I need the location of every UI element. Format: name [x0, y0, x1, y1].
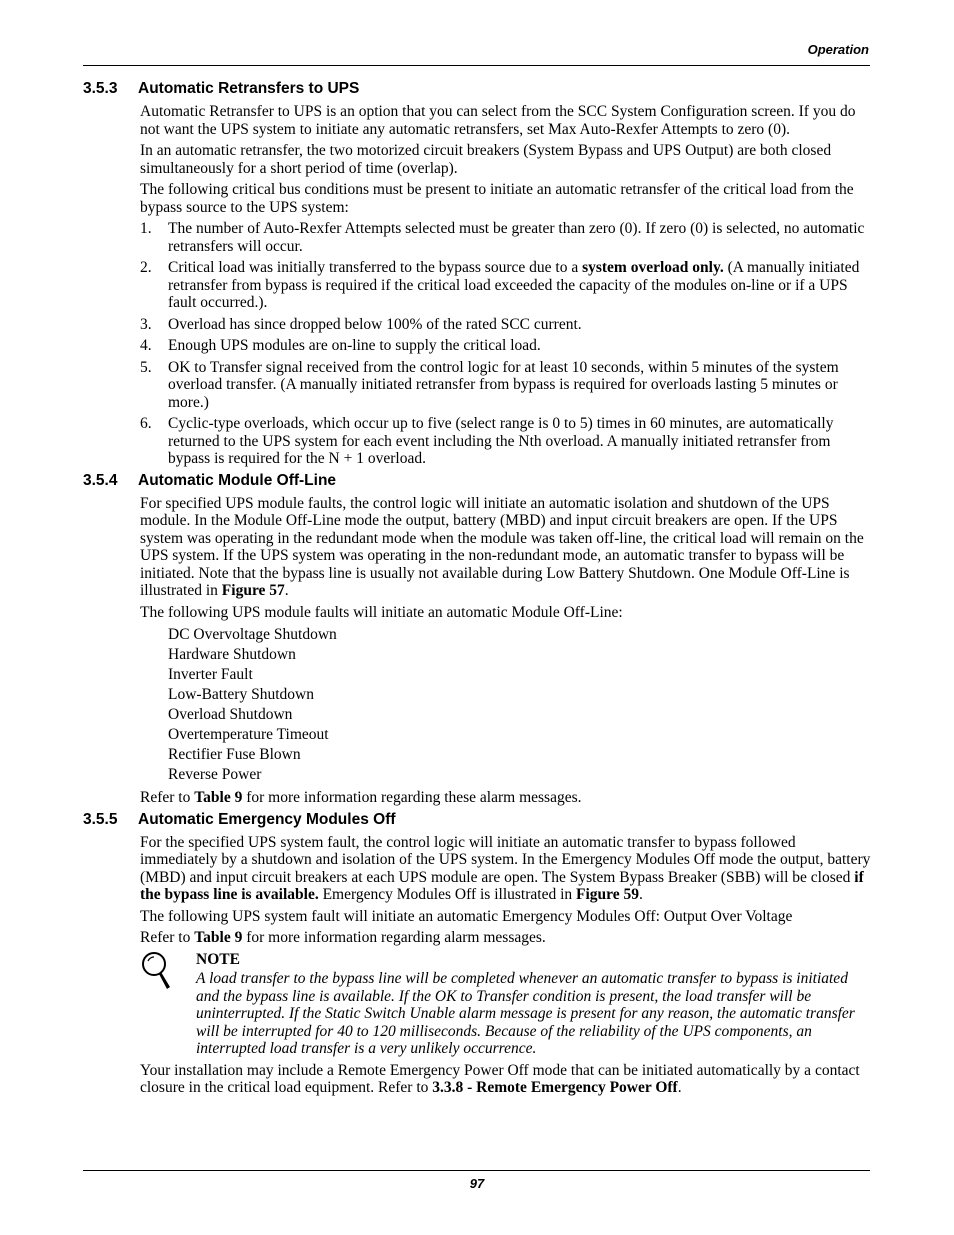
- list-item: [140, 220, 872, 255]
- paragraph-text: for more information regarding alarm messages.: [242, 929, 546, 946]
- paragraph: [140, 929, 872, 947]
- fault-item: Inverter Fault: [168, 666, 253, 683]
- paragraph: The following UPS system fault will initiate an automatic Emergency Modules Off: Output Over Voltage: [140, 907, 793, 925]
- paragraph: [140, 834, 872, 904]
- section-title: Automatic Retransfers to UPS: [138, 80, 360, 97]
- section-reference: 3.3.8 - Remote Emergency Power Off: [432, 1079, 678, 1096]
- list-number: 6.: [140, 415, 152, 432]
- table-reference: Table 9: [194, 789, 243, 806]
- paragraph: Automatic Retransfer to UPS is an option that you can select from the SCC System Configuration screen. If you do not want the UPS system to initiate any automatic retransfers, set Max Auto-Rexfer Attempts to zero (0).: [140, 103, 856, 138]
- note-block: [0, 951, 954, 1058]
- paragraph: The following UPS module faults will initiate an automatic Module Off-Line:: [140, 603, 623, 621]
- section-heading-3-5-4: [0, 472, 954, 490]
- paragraph-text: Your installation may include a Remote Emergency Power Off mode that can be initiated automatically by a contact closure in the critical load equipment. Refer to: [140, 1061, 860, 1096]
- fault-item: Hardware Shutdown: [168, 646, 296, 663]
- module-fault-list: [0, 625, 954, 785]
- fault-item: Reverse Power: [168, 766, 262, 783]
- list-text: (A manually initiated retransfer from bypass is required if the critical load exceeded the capacity of the modules on-line or if a UPS fault occurred.).: [168, 259, 860, 311]
- table-reference: Table 9: [194, 929, 243, 946]
- paragraph-text: Refer to: [140, 929, 195, 946]
- list-number: 1.: [140, 220, 152, 237]
- paragraph: [140, 789, 872, 807]
- section-number: 3.5.4: [83, 471, 118, 489]
- fault-item: DC Overvoltage Shutdown: [168, 626, 337, 643]
- paragraph-text: .: [677, 1079, 682, 1096]
- list-text: OK to Transfer signal received from the control logic for at least 10 seconds, within 5 minutes of the system overload transfer. (A manually initiated retransfer from bypass is required for overloads lasting 5 minutes or more.): [168, 358, 839, 411]
- fault-item: Rectifier Fuse Blown: [168, 746, 301, 763]
- section-heading-3-5-5: [0, 811, 954, 829]
- list-item: [140, 358, 872, 412]
- list-item: [140, 415, 872, 468]
- list-number: 5.: [140, 358, 152, 376]
- fault-item: Overload Shutdown: [168, 706, 293, 723]
- list-text: Critical load was initially transferred to the bypass source due to a: [168, 259, 583, 276]
- list-item: [140, 259, 872, 312]
- paragraph-text: .: [639, 886, 643, 903]
- bold-emphasis: system overload only.: [582, 259, 724, 276]
- list-number: 3.: [140, 315, 152, 333]
- retransfer-conditions-list: [0, 220, 954, 468]
- section-heading-3-5-3: [0, 80, 954, 98]
- list-number: 4.: [140, 337, 152, 354]
- fault-item: Overtemperature Timeout: [168, 726, 329, 743]
- paragraph-text: Emergency Modules Off is illustrated in: [318, 886, 577, 903]
- list-text: Cyclic-type overloads, which occur up to five (select range is 0 to 5) times in 60 minutes, are automatically returned to the UPS system for each event including the Nth overload. A manually initiated retransfer from bypass is required for the N + 1 overload.: [168, 415, 834, 467]
- list-text: Enough UPS modules are on-line to supply the critical load.: [168, 337, 541, 354]
- header-rule: [83, 65, 870, 66]
- list-number: 2.: [140, 259, 152, 276]
- paragraph: [140, 1062, 872, 1097]
- note-title: NOTE: [196, 950, 240, 968]
- footer-rule: [83, 1170, 870, 1171]
- list-text: Overload has since dropped below 100% of the rated SCC current.: [168, 315, 582, 333]
- note-body: A load transfer to the bypass line will be completed whenever an automatic transfer to bypass is initiated and the bypass line is available. If the OK to Transfer condition is present, the load transfer will be uninterrupted. If the Static Switch Unable alarm message is present for any reason, the automatic transfer will be interrupted for 40 to 120 milliseconds. Because of the reliability of the UPS components, an interrupted load transfer is a very unlikely occurrence.: [196, 970, 855, 1057]
- paragraph: [140, 495, 872, 600]
- list-item: [140, 337, 872, 355]
- section-number: 3.5.3: [83, 80, 118, 97]
- paragraph-text: Refer to: [140, 789, 195, 806]
- fault-item: Low-Battery Shutdown: [168, 686, 314, 703]
- paragraph-text: .: [284, 582, 289, 599]
- list-text: The number of Auto-Rexfer Attempts selected must be greater than zero (0). If zero (0) is selected, no automatic retransfers will occur.: [168, 220, 865, 255]
- section-title: Automatic Emergency Modules Off: [138, 810, 396, 828]
- paragraph-text: For specified UPS module faults, the control logic will initiate an automatic isolation and shutdown of the UPS module. In the Module Off-Line mode the output, battery (MBD) and input circuit breakers are open. If the UPS system was operating in the redundant mode when the module was taken off-line, the critical load will remain on the UPS system. If the UPS system was operating in the non-redundant mode, an automatic transfer to bypass will be initiated. Note that the bypass line is usually not available during Low Battery Shutdown. One Module Off-Line is illustrated in: [140, 494, 864, 599]
- figure-reference: Figure 57: [221, 582, 285, 599]
- magnifier-icon: [140, 951, 174, 991]
- list-item: [140, 315, 872, 334]
- section-title: Automatic Module Off-Line: [138, 471, 337, 489]
- bold-emphasis: if the bypass line is available.: [140, 868, 864, 903]
- running-header: Operation: [807, 42, 869, 57]
- paragraph: In an automatic retransfer, the two motorized circuit breakers (System Bypass and UPS Output) are both closed simultaneously for a short period of time (overlap).: [140, 142, 832, 177]
- page-content: [0, 80, 954, 1101]
- page-number: 97: [469, 1176, 485, 1191]
- section-number: 3.5.5: [83, 810, 118, 828]
- paragraph-text: for more information regarding these alarm messages.: [242, 789, 582, 806]
- paragraph-text: For the specified UPS system fault, the control logic will initiate an automatic transfer to bypass followed immediately by a shutdown and isolation of the UPS system. In the Emergency Modules Off mode the output, battery (MBD) and input circuit breakers at each UPS module are open. The System Bypass Breaker (SBB) will be closed: [140, 833, 871, 886]
- paragraph: The following critical bus conditions must be present to initiate an automatic retransfer of the critical load from the bypass source to the UPS system:: [140, 181, 854, 216]
- figure-reference: Figure 59: [576, 886, 640, 903]
